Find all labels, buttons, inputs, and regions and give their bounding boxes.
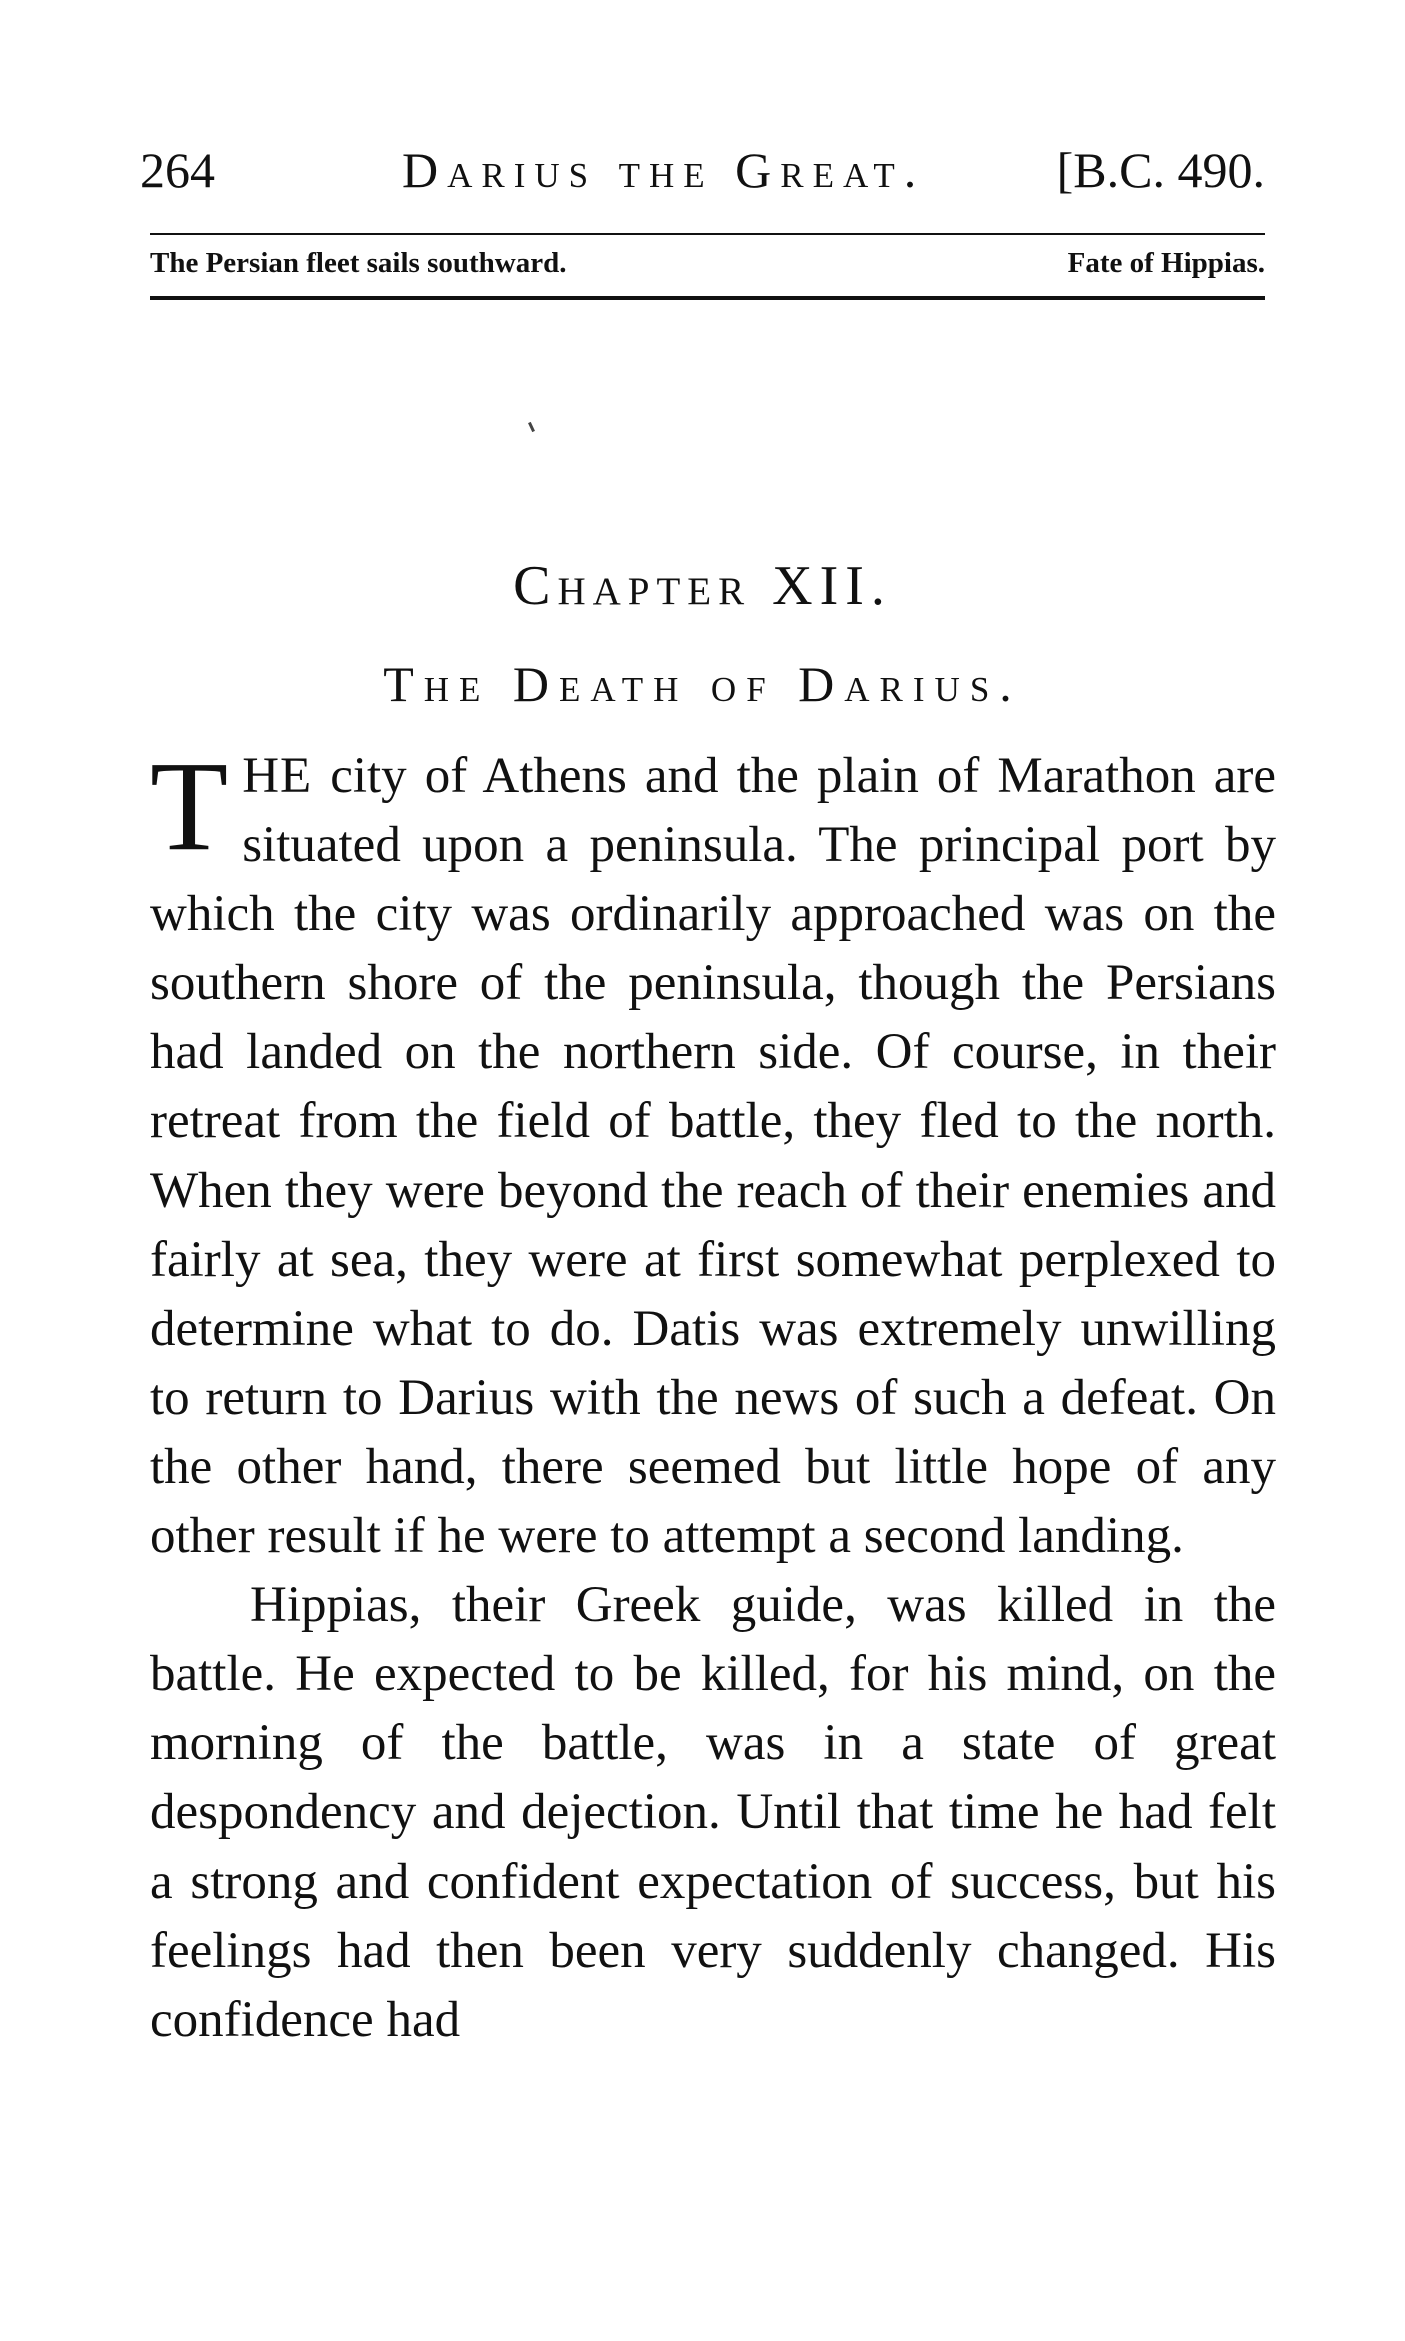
side-notes [150, 244, 1265, 282]
running-date: [B.C. 490. [1056, 142, 1265, 198]
paragraph-1-text: city of Athens and the plain of Marathon are situated upon a peninsula. The principal port by which the city was ordinarily approached was on the southern shore of the peninsula, though the Persians had landed on the northern side. Of course, in their retreat from the field of battle, they fled to the north. When they were beyond the reach of their enemies and fairly at sea, they were at first somewhat perplexed to determine what to do. Datis was extremely unwilling to return to Darius with the news of such a defeat. On the other hand, there seemed but little hope of any other result if he were to attempt a second landing. [150, 748, 1276, 1565]
header-rule-top [150, 233, 1265, 235]
drop-cap: T [150, 735, 229, 877]
paragraph-1 [150, 735, 1276, 1571]
chapter-title: The Death of Darius. [383, 656, 1022, 712]
header-rule-bottom [150, 296, 1265, 300]
first-word-rest: HE [242, 748, 313, 804]
side-note-right: Fate of Hippias. [1067, 247, 1265, 279]
body-text [150, 735, 1276, 2055]
running-title: Darius the Great. [402, 142, 926, 198]
paragraph-2: Hippias, their Greek guide, was killed in the battle. He expected to be killed, for his mind, on the morning of the battle, was in a state of great despondency and dejection. Until that time he had felt a strong and confident expectation of success, but his feelings had then been very suddenly changed. His confidence had [150, 1577, 1276, 2048]
chapter-number: Chapter XII. [513, 555, 892, 617]
side-note-left: The Persian fleet sails southward. [150, 247, 567, 279]
running-head [140, 140, 1265, 200]
page-number: 264 [140, 142, 215, 198]
print-speck [528, 422, 535, 432]
